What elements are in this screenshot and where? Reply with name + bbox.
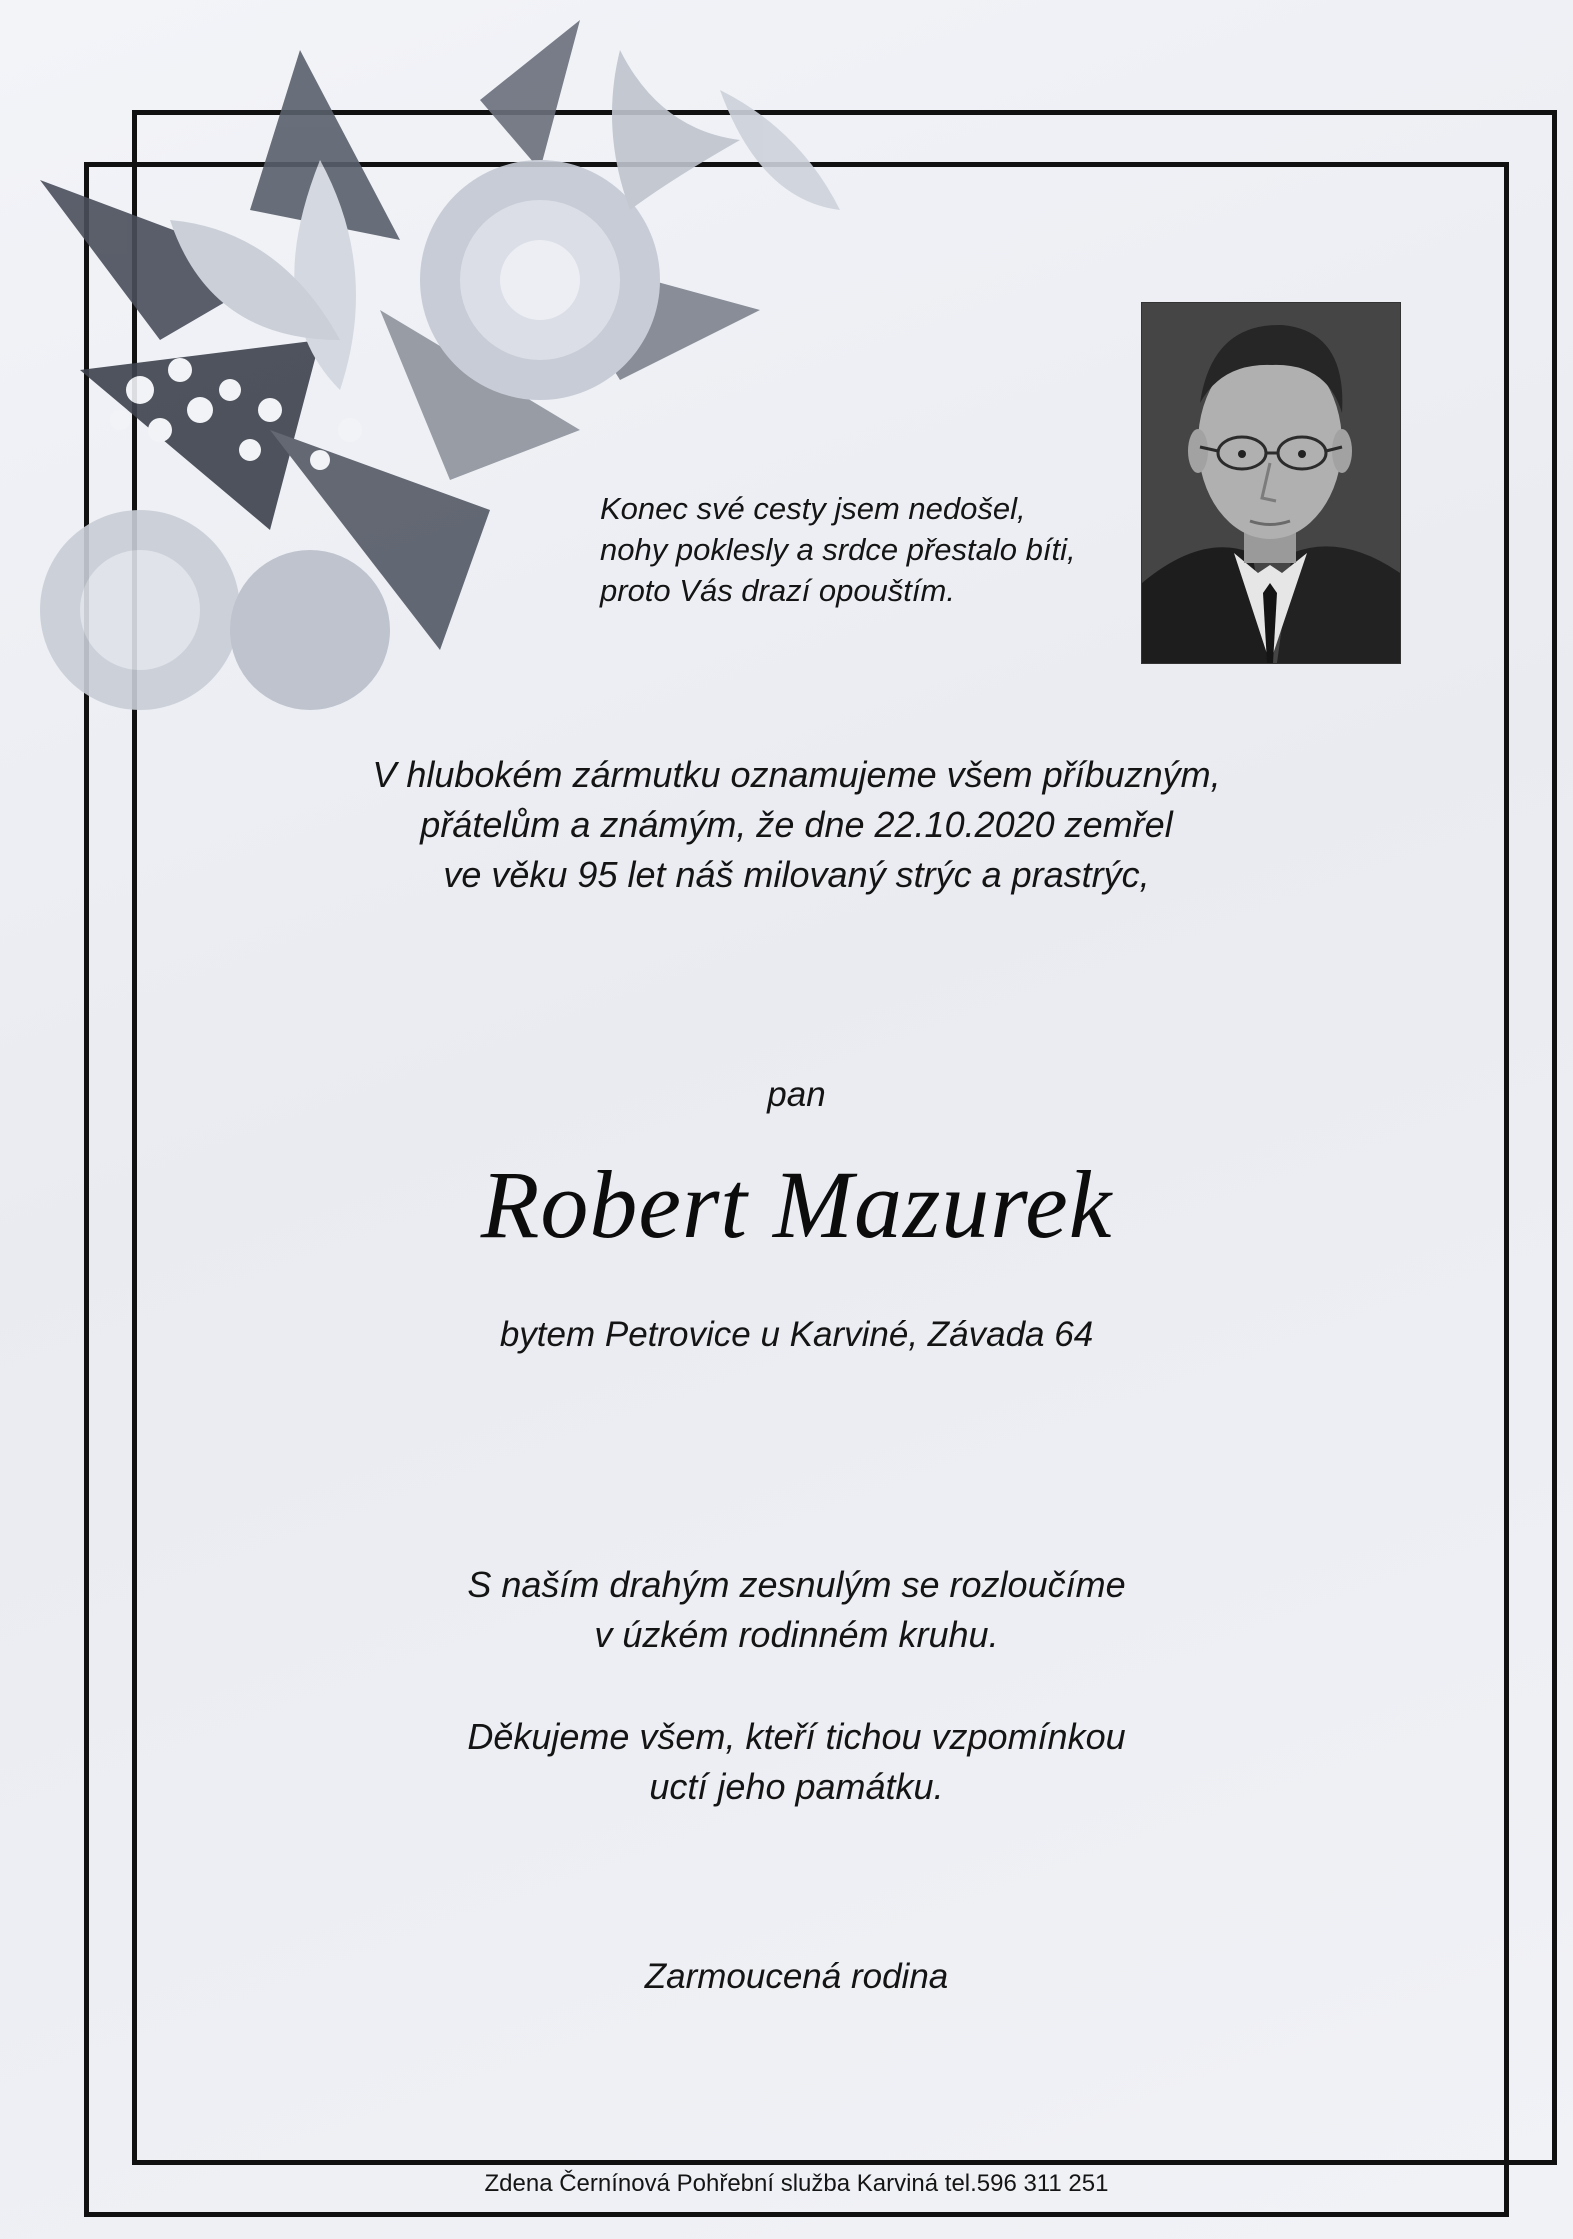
deceased-address: bytem Petrovice u Karviné, Závada 64	[499, 1315, 1094, 1354]
flower-bouquet-image	[20, 10, 880, 770]
announcement-line: ve věku 95 let náš milovaný strýc a prastrýc,	[443, 854, 1150, 895]
thanks-notice	[84, 1712, 1509, 1812]
deceased-name: Robert Mazurek	[480, 1151, 1113, 1258]
announcement-line: V hlubokém zármutku oznamujeme všem příbuzným,	[372, 754, 1221, 795]
honorific-title: pan	[767, 1075, 826, 1114]
poem-line: proto Vás drazí opouštím.	[600, 573, 955, 608]
farewell-line: S naším drahým zesnulým se rozloučíme	[467, 1564, 1126, 1605]
memorial-poem	[600, 488, 1120, 611]
farewell-line: v úzkém rodinném kruhu.	[594, 1614, 999, 1655]
thanks-line: uctí jeho památku.	[649, 1766, 944, 1807]
funeral-service-footer: Zdena Černínová Pohřební služba Karviná tel.596 311 251	[484, 2170, 1109, 2197]
death-announcement	[84, 750, 1509, 900]
poem-line: nohy poklesly a srdce přestalo bíti,	[600, 532, 1076, 567]
thanks-line: Děkujeme všem, kteří tichou vzpomínkou	[467, 1716, 1126, 1757]
poem-line: Konec své cesty jsem nedošel,	[600, 491, 1026, 526]
farewell-notice	[84, 1560, 1509, 1660]
announcement-line: přátelům a známým, že dne 22.10.2020 zemřel	[420, 804, 1173, 845]
family-signature: Zarmoucená rodina	[644, 1957, 949, 1996]
portrait-photo	[1141, 302, 1401, 664]
